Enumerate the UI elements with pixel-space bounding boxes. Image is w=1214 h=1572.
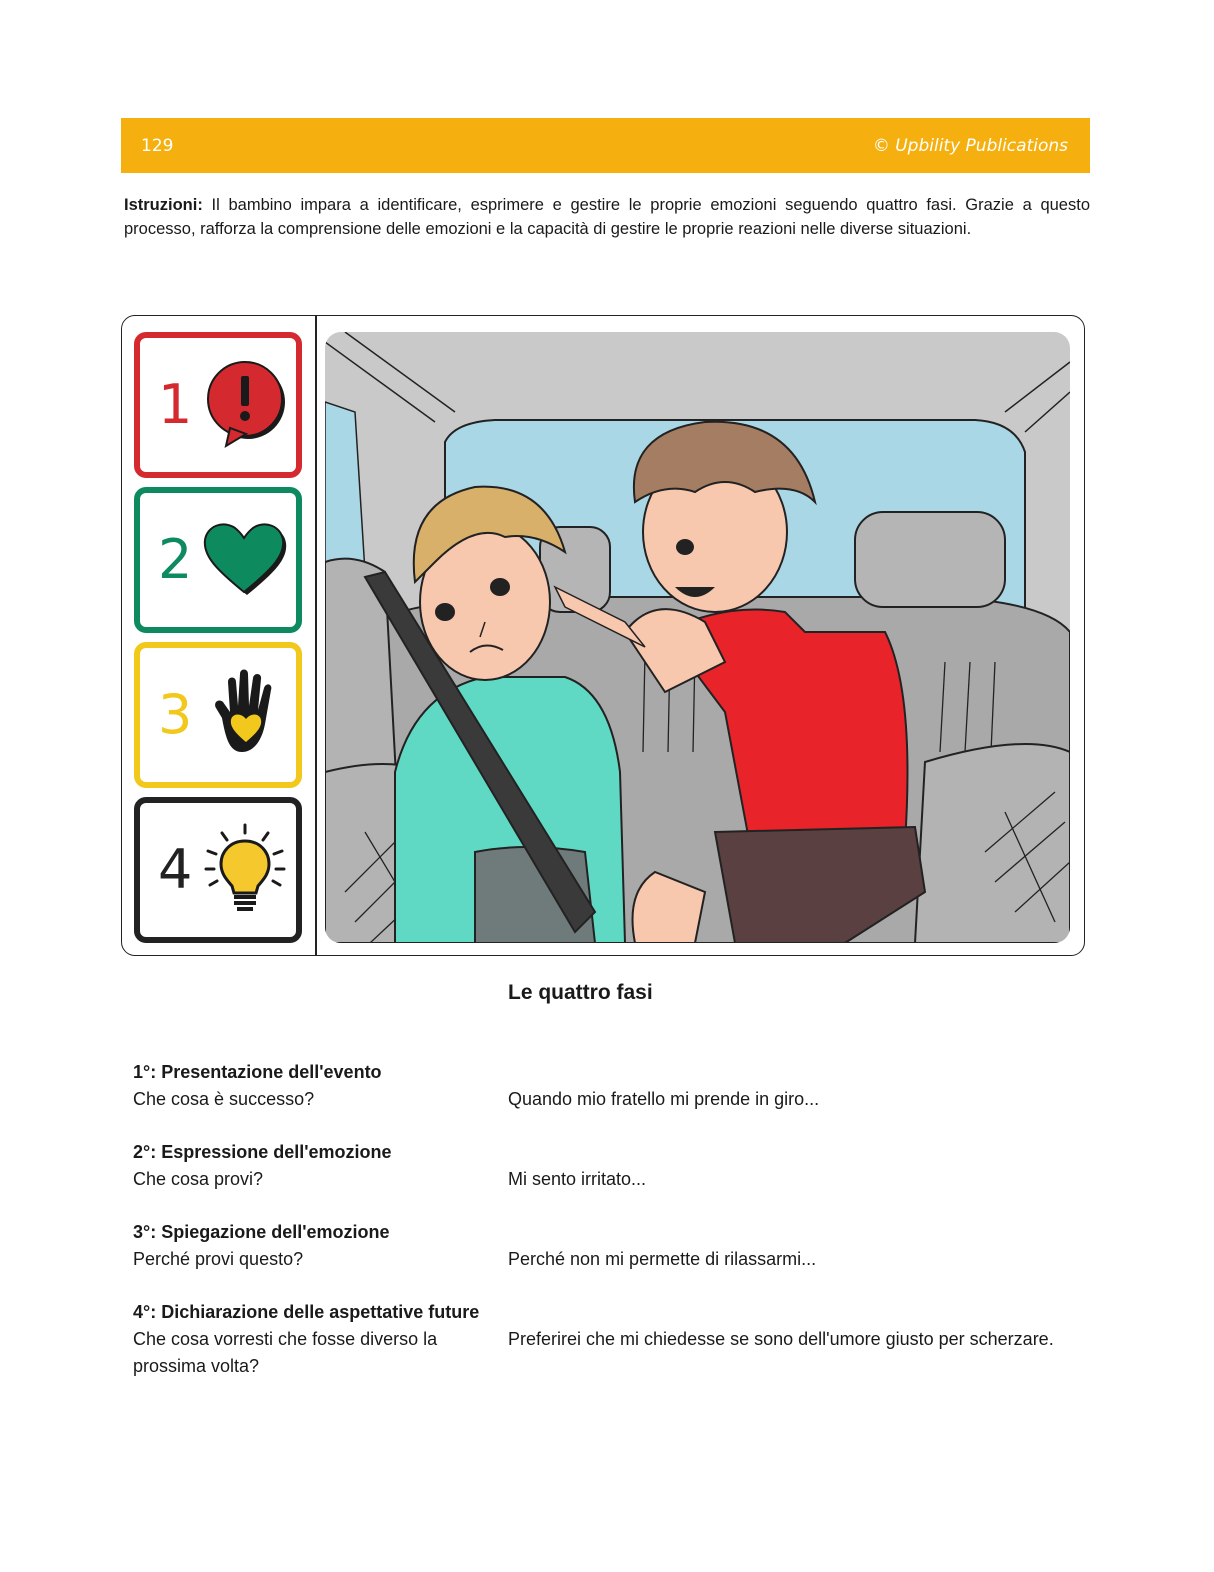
instructions-text: Il bambino impara a identificare, esprimere e gestire le proprie emozioni seguendo quattro fasi. Grazie a questo processo, rafforza la comprensione delle emozioni e la capacità di gestire le proprie reazioni nelle diverse situazioni. — [124, 196, 1090, 238]
phase-answer-2: Mi sento irritato... — [508, 1169, 647, 1189]
step-number: 4 — [158, 838, 193, 901]
phase-4 — [133, 1299, 480, 1380]
phase-answer-1: Quando mio fratello mi prende in giro... — [508, 1089, 820, 1109]
phase-3 — [133, 1219, 493, 1273]
copyright-notice: © Upbility Publications — [872, 136, 1068, 156]
phase-1 — [133, 1059, 493, 1113]
step-number: 2 — [158, 528, 193, 591]
phase-question: Che cosa provi? — [133, 1169, 264, 1189]
lightbulb-icon — [200, 823, 290, 918]
step-number: 3 — [158, 683, 193, 746]
phase-answer-3: Perché non mi permette di rilassarmi... — [508, 1249, 817, 1269]
instructions-label: Istruzioni: — [124, 196, 203, 214]
phase-heading: 2°: Espressione dell'emozione — [133, 1142, 392, 1162]
hand-with-heart-icon — [200, 668, 290, 763]
phase-question: Perché provi questo? — [133, 1249, 304, 1269]
page-number: 129 — [141, 136, 174, 156]
car-backseat-illustration — [325, 332, 1070, 943]
phase-heading: 4°: Dichiarazione delle aspettative future — [133, 1302, 480, 1322]
step-card-3 — [134, 642, 302, 788]
step-card-4 — [134, 797, 302, 943]
illustration-panel — [121, 315, 1085, 956]
exclamation-speech-bubble-icon — [200, 358, 290, 453]
section-title: Le quattro fasi — [508, 981, 653, 1004]
panel-divider — [315, 316, 317, 955]
step-card-1 — [134, 332, 302, 478]
phase-question: Che cosa vorresti che fosse diverso la prossima volta? — [133, 1329, 438, 1376]
phase-heading: 3°: Spiegazione dell'emozione — [133, 1222, 390, 1242]
phase-question: Che cosa è successo? — [133, 1089, 315, 1109]
step-number: 1 — [158, 373, 193, 436]
phase-heading: 1°: Presentazione dell'evento — [133, 1062, 382, 1082]
instructions-paragraph — [124, 193, 1090, 241]
phase-answer-4: Preferirei che mi chiedesse se sono dell'umore giusto per scherzare. — [508, 1329, 1054, 1349]
header-bar — [121, 118, 1090, 173]
step-card-2 — [134, 487, 302, 633]
phase-2 — [133, 1139, 493, 1193]
heart-icon — [200, 513, 290, 608]
